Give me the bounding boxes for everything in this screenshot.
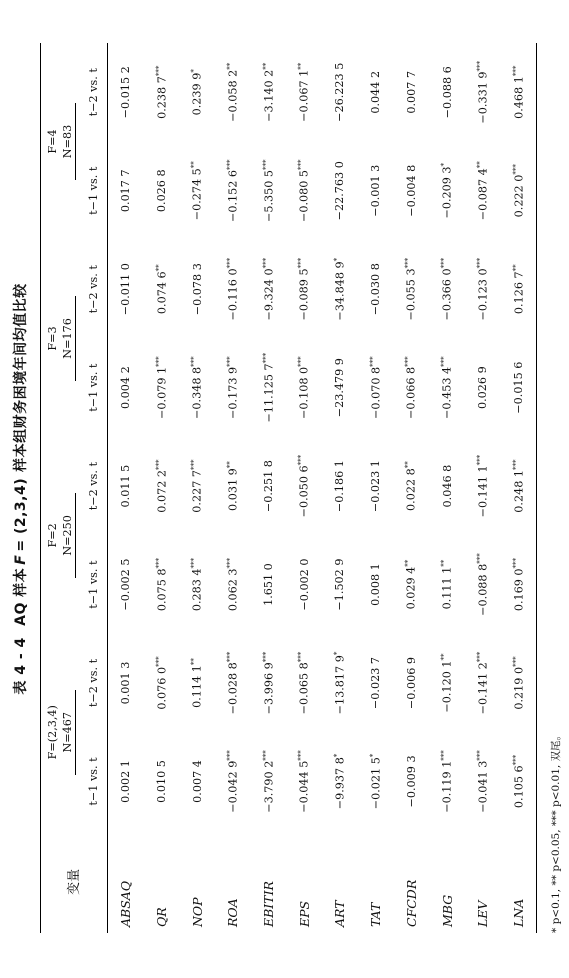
- table-cell: 0.026 8: [155, 169, 169, 213]
- table-cell: −0.080 5***: [297, 159, 312, 223]
- table-cell: −0.067 1**: [297, 62, 312, 122]
- caption-f: F: [13, 554, 29, 565]
- variable-header: 变量: [41, 831, 108, 933]
- table-cell: −0.331 9***: [475, 60, 490, 124]
- table-cell: 0.001 3: [119, 661, 133, 705]
- table-cell: −0.070 8***: [368, 356, 383, 419]
- variable-name: ART: [332, 900, 348, 927]
- table-cell: 0.222 0***: [501, 142, 537, 240]
- table-cell: −0.009 3: [404, 755, 418, 808]
- table-cell: 0.017 7: [119, 169, 133, 213]
- subheader: t−2 vs. t: [79, 43, 108, 142]
- table-cell: 0.072 2***: [154, 459, 169, 513]
- table-cell: −0.141 1***: [475, 454, 490, 518]
- variable-name: EPS: [296, 900, 312, 927]
- table-cell: 0.219 0***: [501, 634, 537, 732]
- table-cell: −3.996 9***: [261, 651, 276, 715]
- variable-name: EBITIR: [261, 881, 277, 927]
- table-row: [108, 43, 144, 933]
- table-cell: 0.031 9**: [226, 461, 240, 511]
- variable-name: LNA: [501, 831, 537, 933]
- table-cell: −11.125 7***: [261, 352, 276, 423]
- subheader: t−1 vs. t: [79, 535, 108, 633]
- table-cell: −0.058 2**: [226, 62, 240, 122]
- table-cell: −0.002 5: [119, 558, 133, 611]
- table-cell: −0.065 8***: [297, 651, 312, 715]
- group-n: N=250: [60, 493, 76, 578]
- subheader: t−1 vs. t: [79, 338, 108, 436]
- table-cell: −0.050 6***: [297, 454, 312, 518]
- table-cell: 0.062 3***: [226, 557, 240, 612]
- variable-name: MBG: [439, 894, 455, 927]
- table-cell: −23.479 9: [333, 358, 347, 418]
- group-header: [41, 634, 80, 831]
- table-cell: −0.108 0***: [297, 356, 312, 419]
- table-cell: −22.763 0: [333, 161, 347, 221]
- variable-name: CFCDR: [403, 879, 419, 927]
- table-row: [179, 43, 215, 933]
- table-cell: 0.114 1**: [190, 658, 205, 708]
- table-cell: 0.283 4***: [190, 557, 205, 612]
- table-cell: −0.079 1***: [154, 356, 169, 419]
- footnote: * p<0.1, ** p<0.05, *** p<0.01, 双尾。: [550, 729, 562, 933]
- variable-name: LEV: [475, 900, 491, 927]
- table-row: [465, 43, 501, 933]
- table-cell: −0.066 8***: [404, 356, 419, 419]
- table-cell: 0.238 7***: [154, 65, 169, 119]
- table-cell: −0.141 2***: [475, 651, 490, 715]
- table-cell: −0.044 5***: [297, 750, 312, 813]
- table-cell: 0.004 2: [119, 366, 133, 410]
- caption-f-eq: = (2,3,4): [13, 477, 29, 552]
- table-caption: [10, 0, 30, 978]
- table-cell: 0.022 8**: [404, 461, 419, 511]
- table-cell: −26.223 5: [333, 62, 347, 122]
- variable-name: NOP: [189, 897, 205, 927]
- table-cell: −0.348 8***: [190, 356, 205, 419]
- variable-name: ABSAQ: [118, 880, 134, 927]
- caption-number: 表 4 - 4: [13, 637, 29, 695]
- table-cell: −13.817 9*: [333, 651, 347, 715]
- table-cell: 0.007 4: [190, 760, 204, 803]
- variable-name: ROA: [225, 898, 241, 927]
- group-header: [41, 437, 80, 634]
- table-cell: −9.324 0***: [261, 257, 276, 321]
- table-cell: 0.468 1***: [501, 43, 537, 142]
- table-cell: 0.126 7**: [501, 240, 537, 338]
- table-cell: −0.116 0***: [226, 257, 240, 321]
- table-cell: 0.075 8***: [154, 557, 169, 612]
- table-cell: −0.209 3*: [440, 162, 454, 219]
- group-f: F=3: [45, 326, 59, 351]
- table-cell: −0.088 6: [440, 66, 454, 119]
- table-row: [394, 43, 430, 933]
- group-header: [41, 240, 80, 437]
- table-row: [429, 43, 465, 933]
- table-cell: −0.006 9: [404, 656, 418, 710]
- group-n: N=83: [60, 103, 76, 180]
- table-cell: −0.001 3: [369, 164, 383, 217]
- group-n: N=467: [60, 690, 76, 775]
- table-cell: 0.029 4**: [404, 559, 419, 610]
- table-cell: 0.248 1***: [501, 437, 537, 535]
- table-cell: 0.074 6**: [154, 264, 169, 315]
- table-cell: −0.042 9***: [226, 750, 240, 813]
- table-cell: −0.274 5**: [190, 161, 205, 221]
- table-cell: −5.350 5***: [261, 159, 276, 223]
- table-cell: 0.046 8: [440, 464, 454, 508]
- table-cell: −0.055 3***: [404, 257, 419, 321]
- group-n: N=176: [60, 296, 76, 381]
- table-cell: 0.239 9*: [190, 69, 205, 116]
- table-row: [501, 43, 537, 933]
- table-row: [251, 43, 287, 933]
- table-cell: −0.004 8: [404, 164, 418, 217]
- table-cell: −3.140 2**: [261, 62, 276, 122]
- table-cell: −0.453 4***: [440, 356, 454, 419]
- table-cell: 0.011 5: [119, 464, 133, 508]
- table-cell: −0.120 1**: [440, 653, 454, 713]
- table-cell: −0.078 3: [190, 263, 204, 316]
- table-cell: −0.002 0: [297, 558, 311, 611]
- table-cell: 0.008 1: [369, 563, 383, 606]
- table-cell: 0.026 9: [476, 366, 490, 410]
- table-cell: −0.041 3***: [475, 750, 490, 813]
- subheader: t−2 vs. t: [79, 634, 108, 732]
- group-header: [41, 43, 80, 240]
- table-cell: 0.105 6***: [501, 732, 537, 830]
- group-f: F=4: [45, 129, 59, 154]
- table-cell: −0.023 7: [369, 656, 383, 710]
- subheader: t−1 vs. t: [79, 732, 108, 830]
- table-cell: −0.123 0***: [475, 257, 490, 321]
- table-row: [144, 43, 180, 933]
- table-cell: −0.028 8***: [226, 651, 240, 715]
- table-cell: −0.152 6***: [226, 159, 240, 223]
- table-cell: −0.186 1: [333, 460, 347, 513]
- table-cell: −3.790 2***: [261, 750, 276, 813]
- variable-name: TAT: [368, 902, 384, 927]
- subheader: t−2 vs. t: [79, 437, 108, 535]
- table-cell: −0.088 8***: [475, 553, 490, 616]
- comparison-table: [40, 43, 537, 933]
- table-cell: 0.227 7***: [190, 459, 205, 513]
- table-cell: 0.007 7: [404, 70, 418, 114]
- table-cell: −34.848 9*: [333, 257, 347, 321]
- table-cell: 1.651 0: [262, 563, 276, 606]
- table-cell: 0.002 1: [119, 760, 133, 803]
- table-cell: −0.119 1***: [440, 750, 454, 813]
- caption-prefix: AQ 样本: [13, 567, 29, 626]
- table-cell: −0.173 9***: [226, 356, 240, 419]
- table-cell: 0.111 1**: [440, 559, 454, 610]
- table-row: [358, 43, 394, 933]
- table-cell: 0.076 0***: [154, 656, 169, 710]
- table-cell: 0.044 2: [369, 70, 383, 114]
- table-cell: 0.169 0***: [501, 535, 537, 633]
- table-cell: 0.010 5: [155, 760, 169, 803]
- table-cell: −0.030 8: [369, 263, 383, 316]
- table-cell: −0.015 6: [501, 338, 537, 436]
- table-row: [215, 43, 251, 933]
- subheader: t−2 vs. t: [79, 240, 108, 338]
- table-cell: −0.021 5*: [368, 753, 383, 810]
- table-row: [286, 43, 322, 933]
- table-row: [322, 43, 358, 933]
- table-cell: −0.087 4**: [475, 161, 490, 221]
- table-cell: −0.251 8: [262, 460, 276, 513]
- variable-name: QR: [154, 907, 170, 927]
- group-f: F=(2,3,4): [45, 705, 59, 760]
- table-body: [108, 43, 537, 933]
- caption-suffix: 样本组财务困境年间均值比较: [13, 283, 29, 472]
- table-cell: −0.089 5***: [297, 257, 312, 321]
- subheader: t−1 vs. t: [79, 142, 108, 240]
- table-cell: −0.023 1: [369, 460, 383, 513]
- table-cell: −0.015 2: [119, 66, 133, 119]
- group-f: F=2: [45, 523, 59, 548]
- table-cell: −0.366 0***: [440, 257, 454, 321]
- table-cell: −1.502 9: [333, 558, 347, 611]
- table-cell: −9.937 8*: [333, 753, 347, 810]
- table-cell: −0.011 0: [119, 263, 133, 316]
